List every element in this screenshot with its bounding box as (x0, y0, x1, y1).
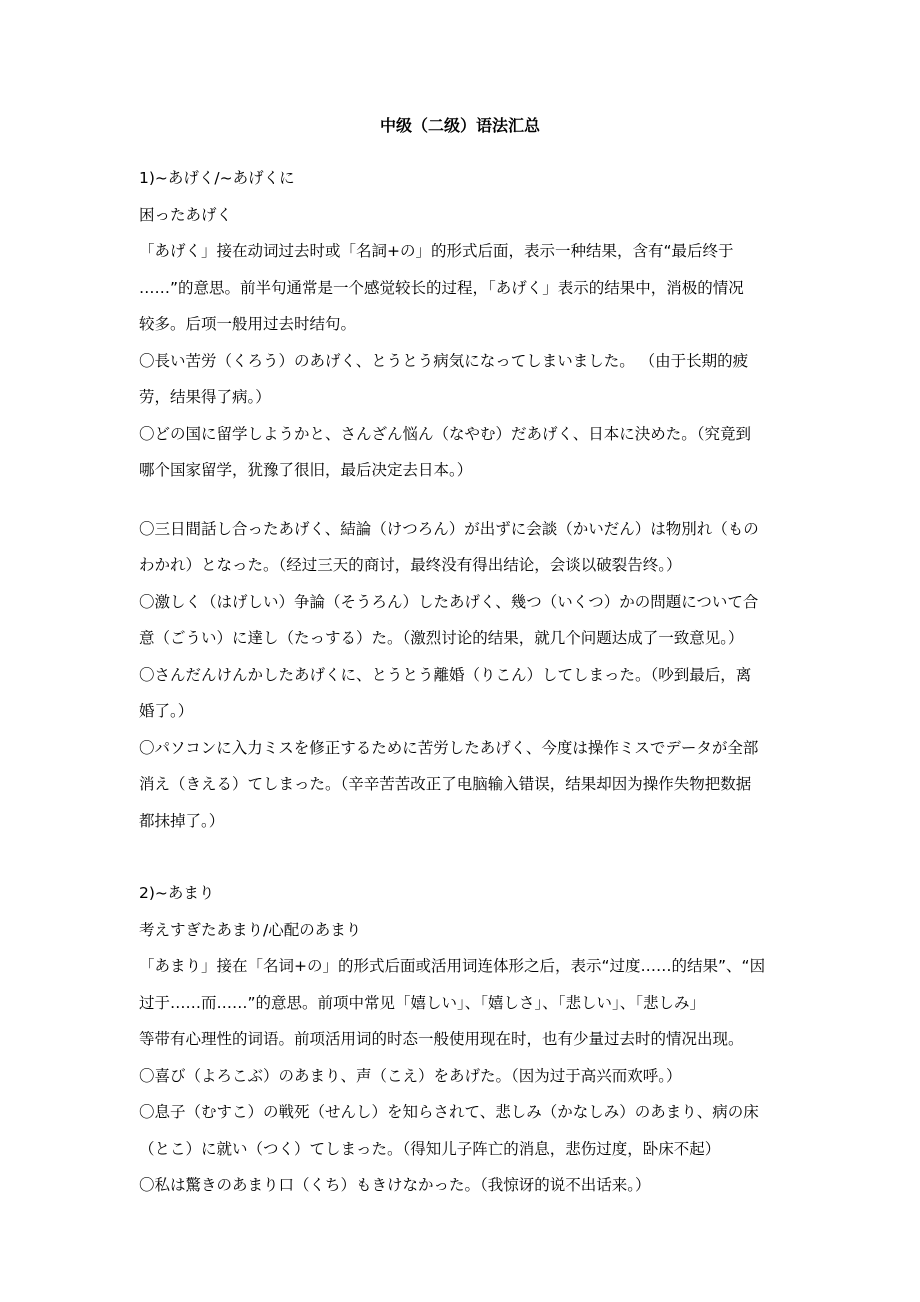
example-line: （とこ）に就い（つく）てしまった。（得知儿子阵亡的消息，悲伤过度，卧床不起） (139, 1139, 721, 1158)
example-line: 婚了。） (139, 702, 194, 720)
example-line: 意（ごうい）に達し（たっする）た。（激烈讨论的结果，就几个问题达成了一致意见。） (139, 629, 744, 647)
section-subheading: 困ったあげく (139, 205, 233, 224)
example-line: 〇どの国に留学しようかと、さんざん悩ん（なやむ）だあげく、日本に決めた。（究竟到 (139, 424, 751, 443)
example-line: 〇私は驚きのあまり口（くち）もきけなかった。（我惊讶的说不出话来。） (139, 1176, 651, 1194)
description-line: 过于……而……”的意思。前项中常见「嬉しい」、「嬉しさ」、「悲しい」、「悲しみ」 (139, 993, 706, 1012)
spacer (139, 489, 784, 511)
section-heading: 1)~あげく/~あげくに (139, 169, 295, 187)
section-heading: 2)~あまり (139, 884, 215, 902)
example-line: 〇長い苦労（くろう）のあげく、とうとう病気になってしまいました。 （由于长期的疲 (139, 351, 749, 370)
description-line: 「あまり」接在「名词+の」的形式后面或活用词连体形之后，表示“过度……的结果”、“因 (139, 957, 766, 975)
example-line: 〇パソコンに入力ミスを修正するために苦労したあげく、今度は操作ミスでデータが全部 (139, 738, 759, 757)
description-line: ……”的意思。前半句通常是一个感觉较长的过程，「あげく」表示的结果中，消极的情况 (139, 278, 744, 297)
example-line: 〇激しく（はげしい）争論（そうろん）したあげく、幾つ（いくつ）かの問題について合 (139, 592, 759, 611)
description-line: 较多。后项一般用过去时结句。 (139, 315, 357, 333)
example-line: 〇喜び（よろこぶ）のあまり、声（こえ）をあげた。（因为过于高兴而欢呼。） (139, 1066, 682, 1085)
spacer (139, 839, 784, 875)
example-line: 都抹掉了。） (139, 811, 225, 830)
example-line: 哪个国家留学，犹豫了很旧，最后决定去日本。） (139, 461, 473, 479)
example-line: 〇息子（むすこ）の戦死（せんし）を知らされて、悲しみ（かなしみ）のあまり、病の床 (139, 1103, 759, 1121)
description-line: 「あげく」接在动词过去时或「名詞+の」的形式后面，表示一种结果，含有“最后终于 (139, 242, 734, 260)
example-line: 〇さんだんけんかしたあげくに、とうとう離婚（りこん）してしまった。（吵到最后，离 (139, 665, 752, 684)
document-body (139, 160, 784, 1204)
example-line: 消え（きえる）てしまった。（辛辛苦苦改正了电脑输入错误，结果却因为操作失物把数据 (139, 775, 752, 793)
example-line: 〇三日間話し合ったあげく、結論（けつろん）が出ずに会談（かいだん）は物別れ（もの (139, 519, 759, 538)
page-title: 中级（二级）语法汇总 (379, 116, 540, 135)
example-line: 劳，结果得了病。） (139, 388, 271, 406)
example-line: わかれ）となった。（经过三天的商讨，最终没有得出结论，会谈以破裂告终。） (139, 556, 682, 574)
section-subheading: 考えすぎたあまり/心配のあまり (139, 920, 362, 939)
description-line: 等带有心理性的词语。前项活用词的时态一般使用现在时，也有少量过去时的情况出现。 (139, 1030, 744, 1048)
